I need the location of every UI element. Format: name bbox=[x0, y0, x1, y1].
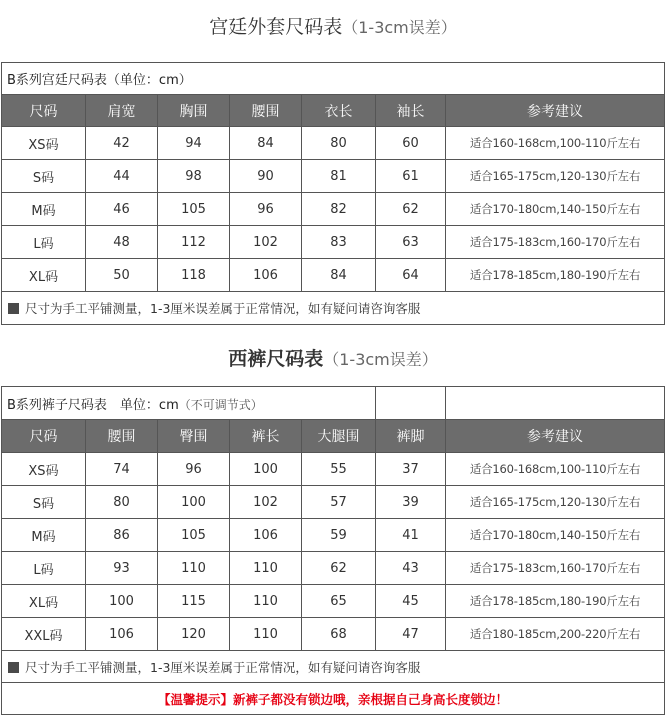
recommendation-cell: 适合175-183cm,160-170斤左右 bbox=[446, 226, 665, 259]
pants-title-note: （1-3cm误差） bbox=[323, 350, 438, 369]
recommendation-cell: 适合175-183cm,160-170斤左右 bbox=[446, 552, 665, 585]
size-cell: L码 bbox=[2, 552, 86, 585]
pants-header-cell: 臀围 bbox=[158, 420, 230, 453]
value-cell: 100 bbox=[158, 486, 230, 519]
value-cell: 39 bbox=[376, 486, 446, 519]
jacket-section-title bbox=[0, 12, 666, 39]
value-cell: 63 bbox=[376, 226, 446, 259]
value-cell: 82 bbox=[302, 193, 376, 226]
table-row bbox=[2, 453, 665, 486]
value-cell: 106 bbox=[230, 259, 302, 292]
table-row bbox=[2, 585, 665, 618]
value-cell: 96 bbox=[158, 453, 230, 486]
empty-cell bbox=[376, 387, 446, 420]
jacket-header-cell: 衣长 bbox=[302, 95, 376, 127]
value-cell: 48 bbox=[86, 226, 158, 259]
value-cell: 60 bbox=[376, 127, 446, 160]
value-cell: 42 bbox=[86, 127, 158, 160]
recommendation-cell: 适合178-185cm,180-190斤左右 bbox=[446, 259, 665, 292]
pants-header-cell: 大腿围 bbox=[302, 420, 376, 453]
value-cell: 74 bbox=[86, 453, 158, 486]
size-cell: XL码 bbox=[2, 585, 86, 618]
value-cell: 83 bbox=[302, 226, 376, 259]
value-cell: 96 bbox=[230, 193, 302, 226]
pants-header-cell: 腰围 bbox=[86, 420, 158, 453]
pants-note bbox=[2, 651, 665, 683]
value-cell: 64 bbox=[376, 259, 446, 292]
jacket-title: 宫廷外套尺码表 bbox=[209, 16, 343, 38]
jacket-note bbox=[2, 292, 665, 325]
value-cell: 106 bbox=[230, 519, 302, 552]
jacket-table-caption: B系列宫廷尺码表（单位：cm） bbox=[2, 63, 665, 95]
value-cell: 61 bbox=[376, 160, 446, 193]
value-cell: 110 bbox=[230, 552, 302, 585]
table-row bbox=[2, 127, 665, 160]
size-cell: M码 bbox=[2, 193, 86, 226]
jacket-header-cell: 袖长 bbox=[376, 95, 446, 127]
table-row bbox=[2, 160, 665, 193]
size-cell: S码 bbox=[2, 486, 86, 519]
table-row bbox=[2, 618, 665, 651]
size-cell: M码 bbox=[2, 519, 86, 552]
table-row bbox=[2, 226, 665, 259]
recommendation-cell: 适合160-168cm,100-110斤左右 bbox=[446, 127, 665, 160]
value-cell: 110 bbox=[230, 585, 302, 618]
jacket-header-cell: 腰围 bbox=[230, 95, 302, 127]
recommendation-cell: 适合160-168cm,100-110斤左右 bbox=[446, 453, 665, 486]
value-cell: 102 bbox=[230, 486, 302, 519]
recommendation-cell: 适合170-180cm,140-150斤左右 bbox=[446, 193, 665, 226]
pants-caption-note: （不可调节式） bbox=[178, 397, 263, 412]
pants-header-cell: 裤脚 bbox=[376, 420, 446, 453]
value-cell: 65 bbox=[302, 585, 376, 618]
value-cell: 120 bbox=[158, 618, 230, 651]
value-cell: 84 bbox=[230, 127, 302, 160]
table-row bbox=[2, 519, 665, 552]
value-cell: 37 bbox=[376, 453, 446, 486]
value-cell: 62 bbox=[302, 552, 376, 585]
value-cell: 100 bbox=[230, 453, 302, 486]
pants-header-cell: 尺码 bbox=[2, 420, 86, 453]
pants-table-caption bbox=[2, 387, 376, 420]
jacket-header-cell: 参考建议 bbox=[446, 95, 665, 127]
value-cell: 94 bbox=[158, 127, 230, 160]
pants-title: 西裤尺码表 bbox=[228, 348, 324, 370]
pants-header-cell: 裤长 bbox=[230, 420, 302, 453]
value-cell: 105 bbox=[158, 519, 230, 552]
jacket-header-cell: 尺码 bbox=[2, 95, 86, 127]
value-cell: 115 bbox=[158, 585, 230, 618]
table-row bbox=[2, 193, 665, 226]
value-cell: 98 bbox=[158, 160, 230, 193]
value-cell: 68 bbox=[302, 618, 376, 651]
value-cell: 59 bbox=[302, 519, 376, 552]
value-cell: 46 bbox=[86, 193, 158, 226]
tip-text: 新裤子都没有锁边哦，亲根据自己身高长度锁边！ bbox=[233, 691, 509, 707]
jacket-note-text: 尺寸为手工平铺测量，1-3厘米误差属于正常情况，如有疑问请咨询客服 bbox=[25, 301, 421, 316]
square-bullet-icon bbox=[8, 303, 19, 314]
pants-header-row bbox=[2, 420, 665, 453]
value-cell: 112 bbox=[158, 226, 230, 259]
size-cell: S码 bbox=[2, 160, 86, 193]
value-cell: 118 bbox=[158, 259, 230, 292]
value-cell: 81 bbox=[302, 160, 376, 193]
size-cell: XS码 bbox=[2, 127, 86, 160]
table-row bbox=[2, 259, 665, 292]
recommendation-cell: 适合165-175cm,120-130斤左右 bbox=[446, 486, 665, 519]
value-cell: 80 bbox=[86, 486, 158, 519]
recommendation-cell: 适合170-180cm,140-150斤左右 bbox=[446, 519, 665, 552]
pants-size-table bbox=[1, 386, 665, 715]
jacket-title-note: （1-3cm误差） bbox=[342, 18, 457, 37]
value-cell: 44 bbox=[86, 160, 158, 193]
value-cell: 55 bbox=[302, 453, 376, 486]
pants-caption-text: B系列裤子尺码表 单位：cm bbox=[7, 397, 179, 413]
value-cell: 84 bbox=[302, 259, 376, 292]
tip-label: 【温馨提示】 bbox=[158, 691, 234, 707]
value-cell: 105 bbox=[158, 193, 230, 226]
pants-header-cell: 参考建议 bbox=[446, 420, 665, 453]
table-row bbox=[2, 552, 665, 585]
size-cell: XS码 bbox=[2, 453, 86, 486]
pants-section-title bbox=[0, 344, 666, 371]
jacket-header-cell: 胸围 bbox=[158, 95, 230, 127]
value-cell: 50 bbox=[86, 259, 158, 292]
value-cell: 80 bbox=[302, 127, 376, 160]
value-cell: 41 bbox=[376, 519, 446, 552]
jacket-header-cell: 肩宽 bbox=[86, 95, 158, 127]
value-cell: 102 bbox=[230, 226, 302, 259]
empty-cell bbox=[446, 387, 665, 420]
size-cell: XXL码 bbox=[2, 618, 86, 651]
size-cell: XL码 bbox=[2, 259, 86, 292]
square-bullet-icon bbox=[8, 662, 19, 673]
value-cell: 100 bbox=[86, 585, 158, 618]
jacket-header-row bbox=[2, 95, 665, 127]
value-cell: 43 bbox=[376, 552, 446, 585]
recommendation-cell: 适合165-175cm,120-130斤左右 bbox=[446, 160, 665, 193]
pants-tip bbox=[2, 683, 665, 715]
value-cell: 57 bbox=[302, 486, 376, 519]
recommendation-cell: 适合178-185cm,180-190斤左右 bbox=[446, 585, 665, 618]
table-row bbox=[2, 486, 665, 519]
value-cell: 90 bbox=[230, 160, 302, 193]
value-cell: 62 bbox=[376, 193, 446, 226]
value-cell: 93 bbox=[86, 552, 158, 585]
value-cell: 110 bbox=[230, 618, 302, 651]
value-cell: 110 bbox=[158, 552, 230, 585]
pants-note-text: 尺寸为手工平铺测量，1-3厘米误差属于正常情况，如有疑问请咨询客服 bbox=[25, 659, 421, 675]
value-cell: 47 bbox=[376, 618, 446, 651]
recommendation-cell: 适合180-185cm,200-220斤左右 bbox=[446, 618, 665, 651]
jacket-size-table bbox=[1, 62, 665, 325]
value-cell: 45 bbox=[376, 585, 446, 618]
value-cell: 106 bbox=[86, 618, 158, 651]
value-cell: 86 bbox=[86, 519, 158, 552]
size-cell: L码 bbox=[2, 226, 86, 259]
